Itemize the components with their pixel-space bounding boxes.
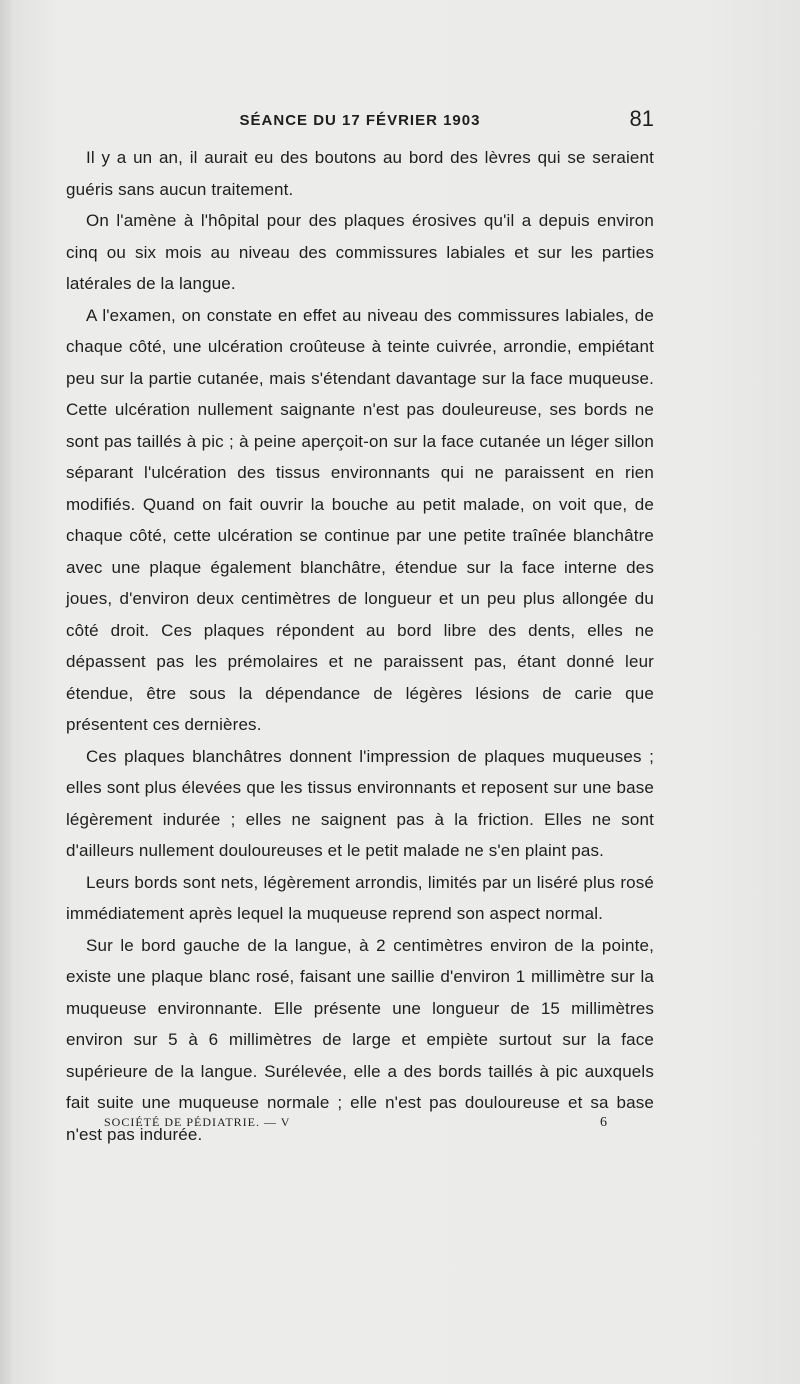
- society-signature-line: SOCIÉTÉ DE PÉDIATRIE. — V: [104, 1115, 291, 1129]
- paragraph: Leurs bords sont nets, légèrement arrondis, limités par un liséré plus rosé immédiatement après lequel la muqueuse reprend son aspect normal.: [66, 872, 654, 923]
- paragraph: Il y a un an, il aurait eu des boutons au bord des lèvres qui se seraient guéris sans aucun traitement.: [66, 148, 654, 199]
- signature-mark: 6: [600, 1115, 608, 1130]
- page-footer: [104, 1115, 608, 1135]
- page-number: 81: [629, 106, 654, 131]
- running-title: SÉANCE DU 17 FÉVRIER 1903: [239, 112, 481, 129]
- paragraph: On l'amène à l'hôpital pour des plaques érosives qu'il a depuis environ cinq ou six mois au niveau des commissures labiales et sur les parties latérales de la langue.: [66, 211, 654, 293]
- page-header: [66, 106, 654, 138]
- body-text: [66, 142, 654, 1150]
- paragraph: A l'examen, on constate en effet au niveau des commissures labiales, de chaque côté, une ulcération croûteuse à teinte cuivrée, arrondie, empiétant peu sur la partie cutanée, mais s'étendant davantage sur la face muqueuse. Cette ulcération nullement saignante n'est pas douleureuse, ses bords ne sont pas taillés à pic ; à peine aperçoit-on sur la face cutanée un léger sillon séparant l'ulcération des tissus environnants qui ne paraissent en rien modifiés. Quand on fait ouvrir la bouche au petit malade, on voit que, de chaque côté, cette ulcération se continue par une petite traînée blanchâtre avec une plaque également blanchâtre, étendue sur la face interne des joues, d'environ deux centimètres de longueur et un peu plus allongée du côté droit. Ces plaques répondent au bord libre des dents, elles ne dépassent pas les prémolaires et ne paraissent pas, étant donné leur étendue, être sous la dépendance de légères lésions de carie que présentent ces dernières.: [66, 305, 654, 734]
- paragraph: Sur le bord gauche de la langue, à 2 centimètres environ de la pointe, existe une plaque blanc rosé, faisant une saillie d'environ 1 millimètre sur la muqueuse environnante. Elle présente une longueur de 15 millimètres environ sur 5 à 6 millimètres de large et empiète surtout sur la face supérieure de la langue. Surélevée, elle a des bords taillés à pic auxquels fait suite une muqueuse normale ; elle n'est pas douloureuse et sa base n'est pas indurée.: [66, 935, 654, 1144]
- paragraph: Ces plaques blanchâtres donnent l'impression de plaques muqueuses ; elles sont plus élevées que les tissus environnants et reposent sur une base légèrement indurée ; elles ne saignent pas à la friction. Elles ne sont d'ailleurs nullement douloureuses et le petit malade ne s'en plaint pas.: [66, 746, 654, 860]
